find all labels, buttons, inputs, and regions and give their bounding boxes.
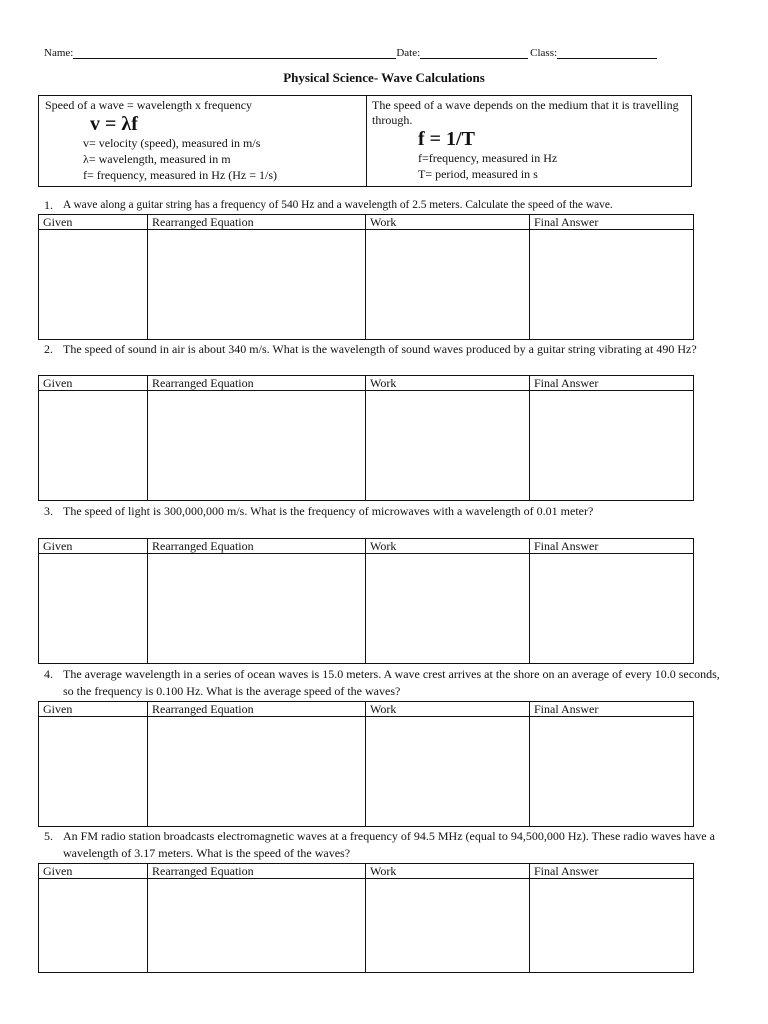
frequency-period-panel [367, 96, 691, 186]
final-answer-header: Final Answer [530, 215, 694, 230]
f-definition: f=frequency, measured in Hz [418, 151, 558, 165]
answer-table-5 [38, 863, 694, 973]
name-label: Name: [44, 47, 74, 59]
work-cell[interactable] [366, 391, 530, 501]
work-header: Work [366, 864, 530, 879]
answer-table-1 [38, 214, 694, 340]
answer-table-4 [38, 701, 694, 827]
rearranged-equation-cell[interactable] [148, 554, 366, 664]
rearranged-equation-cell[interactable] [148, 230, 366, 340]
question-5 [44, 828, 724, 862]
final-answer-header: Final Answer [530, 376, 694, 391]
rearranged-equation-cell[interactable] [148, 879, 366, 973]
page-title: Physical Science- Wave Calculations [283, 70, 485, 85]
question-number: 5. [44, 829, 53, 843]
medium-note: The speed of a wave depends on the medium that it is travelling through. [372, 98, 679, 127]
work-cell[interactable] [366, 879, 530, 973]
final-answer-header: Final Answer [530, 864, 694, 879]
rearranged-equation-cell[interactable] [148, 717, 366, 827]
wave-speed-formula: v = λf [90, 113, 138, 135]
final-answer-header: Final Answer [530, 539, 694, 554]
question-number: 2. [44, 342, 53, 356]
rearranged-equation-header: Rearranged Equation [148, 864, 366, 879]
rearranged-equation-header: Rearranged Equation [148, 215, 366, 230]
wavelength-definition: λ= wavelength, measured in m [83, 152, 231, 166]
question-4 [44, 666, 724, 700]
question-3 [44, 503, 724, 520]
t-definition: T= period, measured in s [418, 167, 538, 181]
question-number: 4. [44, 667, 53, 681]
student-info-header [44, 46, 684, 59]
rearranged-equation-cell[interactable] [148, 391, 366, 501]
answer-table-2 [38, 375, 694, 501]
final-answer-cell[interactable] [530, 391, 694, 501]
velocity-definition: v= velocity (speed), measured in m/s [83, 136, 261, 150]
given-cell[interactable] [39, 879, 148, 973]
question-2 [44, 341, 724, 358]
date-field[interactable] [420, 46, 528, 59]
work-cell[interactable] [366, 717, 530, 827]
work-cell[interactable] [366, 554, 530, 664]
final-answer-cell[interactable] [530, 554, 694, 664]
work-header: Work [366, 215, 530, 230]
final-answer-cell[interactable] [530, 230, 694, 340]
wave-speed-panel [39, 96, 367, 186]
formula-box [38, 95, 692, 187]
final-answer-cell[interactable] [530, 879, 694, 973]
work-cell[interactable] [366, 230, 530, 340]
given-cell[interactable] [39, 554, 148, 664]
question-text: The speed of light is 300,000,000 m/s. What is the frequency of microwaves with a wavelength of 0.01 meter? [63, 504, 594, 518]
question-text: An FM radio station broadcasts electromagnetic waves at a frequency of 94.5 MHz (equal to 94,500,000 Hz). These radio waves have a wavelength of 3.17 meters. What is the speed of the waves? [63, 829, 715, 860]
given-header: Given [39, 215, 148, 230]
work-header: Work [366, 702, 530, 717]
final-answer-header: Final Answer [530, 702, 694, 717]
class-label: Class: [530, 47, 558, 59]
wave-speed-heading: Speed of a wave = wavelength x frequency [45, 98, 253, 112]
question-number: 1. [44, 198, 53, 212]
class-field[interactable] [557, 46, 657, 59]
question-1 [44, 197, 724, 214]
final-answer-cell[interactable] [530, 717, 694, 827]
given-header: Given [39, 376, 148, 391]
rearranged-equation-header: Rearranged Equation [148, 376, 366, 391]
given-cell[interactable] [39, 391, 148, 501]
frequency-period-formula: f = 1/T [418, 128, 475, 150]
date-label: Date: [396, 47, 421, 59]
question-number: 3. [44, 504, 53, 518]
work-header: Work [366, 376, 530, 391]
question-text: The speed of sound in air is about 340 m/s. What is the wavelength of sound waves produced by a guitar string vibrating at 490 Hz? [63, 342, 697, 356]
given-header: Given [39, 702, 148, 717]
given-header: Given [39, 864, 148, 879]
rearranged-equation-header: Rearranged Equation [148, 702, 366, 717]
question-text: The average wavelength in a series of ocean waves is 15.0 meters. A wave crest arrives at the shore on an average of every 10.0 seconds, so the frequency is 0.100 Hz. What is the average speed of the waves? [63, 667, 720, 698]
question-text: A wave along a guitar string has a frequency of 540 Hz and a wavelength of 2.5 meters. Calculate the speed of the wave. [63, 199, 613, 211]
work-header: Work [366, 539, 530, 554]
rearranged-equation-header: Rearranged Equation [148, 539, 366, 554]
given-cell[interactable] [39, 230, 148, 340]
frequency-definition: f= frequency, measured in Hz (Hz = 1/s) [83, 168, 278, 182]
given-cell[interactable] [39, 717, 148, 827]
given-header: Given [39, 539, 148, 554]
answer-table-3 [38, 538, 694, 664]
name-field[interactable] [73, 46, 396, 59]
